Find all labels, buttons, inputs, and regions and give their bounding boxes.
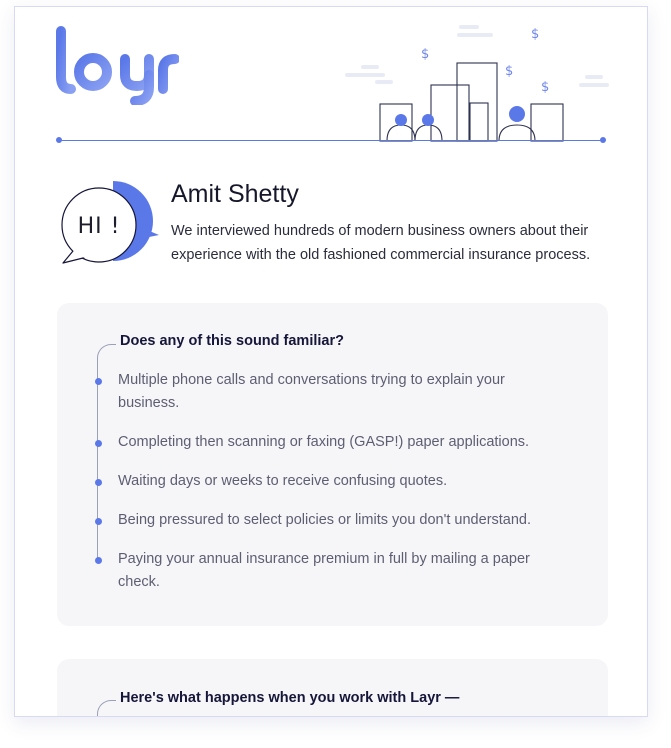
bullet-dot-icon [95, 518, 102, 525]
bullet-dot-icon [95, 479, 102, 486]
list-item [57, 369, 548, 415]
intro-text: We interviewed hundreds of modern business owners about their experience with the old fashioned commercial insurance process. [171, 223, 591, 263]
bullet-dot-icon [95, 440, 102, 447]
list-item [57, 431, 548, 454]
header-divider [59, 140, 603, 141]
bubble-text: HI ! [77, 213, 121, 239]
dollar-sign-icon: $ [531, 27, 540, 42]
dollar-sign-icon: $ [421, 47, 430, 62]
list-item [57, 470, 548, 493]
panel-bracket [97, 700, 116, 717]
layr-logo [53, 25, 179, 105]
dollar-sign-icon: $ [541, 80, 550, 95]
list-item-text: Waiting days or weeks to receive confusing quotes. [118, 473, 448, 489]
list-item [57, 509, 548, 532]
divider-dot [56, 137, 62, 143]
familiar-panel [57, 303, 608, 626]
dollar-sign-icon: $ [505, 64, 514, 79]
layr-panel [57, 659, 608, 717]
pain-points-list [57, 369, 608, 610]
author-name: Amit Shetty [171, 180, 299, 208]
list-item [57, 548, 548, 594]
divider-dot [600, 137, 606, 143]
panel-title: Does any of this sound familiar? [120, 333, 344, 349]
bullet-dot-icon [95, 378, 102, 385]
list-item-text: Completing then scanning or faxing (GASP!) paper applications. [118, 434, 530, 450]
list-item-text: Being pressured to select policies or limits you don't understand. [118, 512, 532, 528]
panel-title: Here's what happens when you work with Layr — [120, 690, 460, 706]
bullet-dot-icon [95, 557, 102, 564]
city-skyline-icon [335, 13, 615, 143]
list-item-text: Multiple phone calls and conversations trying to explain your business. [118, 372, 505, 411]
email-card [14, 6, 648, 717]
list-item-text: Paying your annual insurance premium in full by mailing a paper check. [118, 551, 530, 590]
